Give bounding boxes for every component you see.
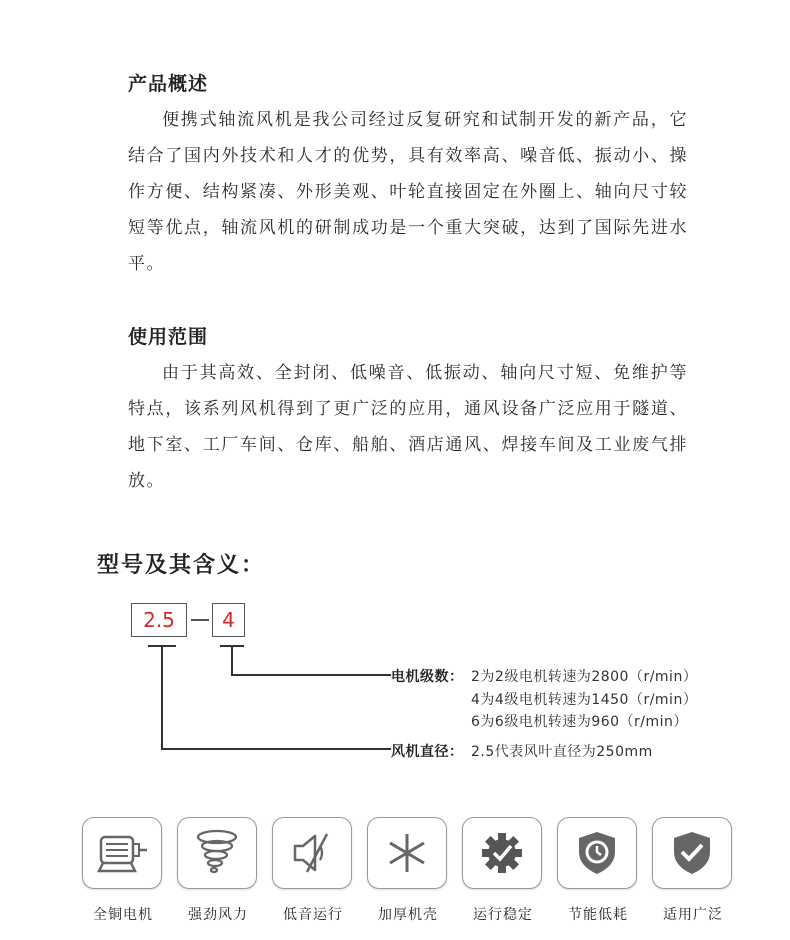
feature-label: 全铜电机	[93, 907, 153, 923]
feature-icon-box	[557, 817, 637, 889]
shield-check-icon	[667, 828, 717, 878]
feature-item	[367, 817, 449, 924]
asterisk-icon	[382, 828, 432, 878]
pole-leader-horizontal	[231, 674, 391, 676]
feature-item	[462, 817, 544, 924]
model-diameter-box: 2.5	[131, 603, 187, 637]
overview-section	[128, 72, 688, 282]
feature-icon-box	[82, 817, 162, 889]
feature-icon-box	[462, 817, 542, 889]
diameter-leader-vertical	[161, 645, 163, 750]
motor-poles-line-2: 4为4级电机转速为1450（r/min）	[471, 692, 698, 708]
model-separator-dash	[191, 619, 209, 621]
diameter-leader-horizontal	[161, 748, 391, 750]
model-pole-box: 4	[212, 603, 245, 637]
tornado-icon	[192, 828, 242, 878]
pole-leader-vertical	[231, 645, 233, 676]
overview-title: 产品概述	[128, 73, 209, 95]
diameter-label: 风机直径：	[391, 744, 464, 760]
feature-label: 适用广泛	[663, 907, 723, 923]
feature-item	[557, 817, 639, 924]
feature-label: 低音运行	[283, 907, 343, 923]
feature-icon-box	[367, 817, 447, 889]
usage-text: 由于其高效、全封闭、低噪音、低振动、轴向尺寸短、免维护等特点，该系列风机得到了更广泛的应用，通风设备广泛应用于隧道、地下室、工厂车间、仓库、船舶、酒店通风、焊接车间及工业废气排放。	[128, 363, 688, 491]
feature-item	[272, 817, 354, 924]
usage-title: 使用范围	[128, 326, 209, 348]
mute-speaker-icon	[287, 828, 337, 878]
overview-text: 便携式轴流风机是我公司经过反复研究和试制开发的新产品，它结合了国内外技术和人才的优势，具有效率高、噪音低、振动小、操作方便、结构紧凑、外形美观、叶轮直接固定在外圈上、轴向尺寸较短等优点，轴流风机的研制成功是一个重大突破，达到了国际先进水平。	[128, 110, 688, 274]
diameter-text: 2.5代表风叶直径为250mm	[471, 744, 653, 760]
feature-label: 运行稳定	[473, 907, 533, 923]
feature-label: 加厚机壳	[378, 907, 438, 923]
feature-icon-box	[652, 817, 732, 889]
feature-label: 强劲风力	[188, 907, 248, 923]
feature-item	[652, 817, 734, 924]
motor-icon	[93, 829, 151, 877]
feature-label: 节能低耗	[568, 907, 628, 923]
usage-section	[128, 325, 688, 499]
motor-poles-line-3: 6为6级电机转速为960（r/min）	[471, 714, 688, 730]
motor-poles-line-1: 2为2级电机转速为2800（r/min）	[471, 669, 698, 685]
shield-clock-icon	[572, 828, 622, 878]
feature-icon-box	[177, 817, 257, 889]
feature-item	[177, 817, 259, 924]
feature-item	[82, 817, 164, 924]
gear-check-icon	[477, 828, 527, 878]
motor-poles-label: 电机级数：	[391, 669, 464, 685]
feature-icon-box	[272, 817, 352, 889]
model-title: 型号及其含义：	[97, 553, 266, 578]
